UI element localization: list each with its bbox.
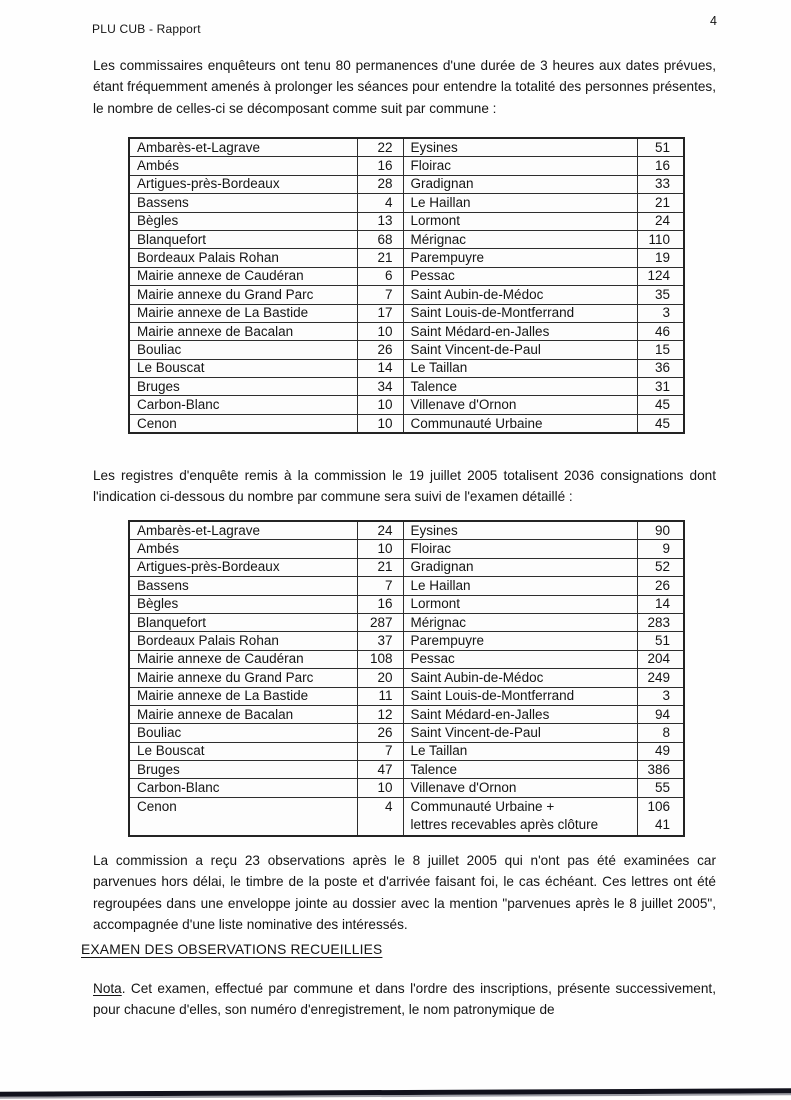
commune-count: 16 [357,157,403,175]
commune-name: Le Bouscat [129,359,357,377]
commune-count: 14 [637,595,684,613]
commune-count: 22 [357,138,403,157]
commune-count: 28 [357,175,403,193]
table-row [129,286,684,304]
commune-name: Parempuyre [403,249,637,267]
commune-name: Cenon [129,797,357,836]
commune-name: Talence [403,761,637,779]
table-row [129,194,684,212]
commune-name: Bordeaux Palais Rohan [129,632,357,650]
commune-name: Parempuyre [403,632,637,650]
commune-count: 386 [637,761,684,779]
commune-name-multiline [403,797,637,836]
commune-count: 10 [357,396,403,414]
commune-name: Lormont [403,595,637,613]
table-row [129,414,684,433]
commune-count: 10 [357,414,403,433]
commune-name: Blanquefort [129,230,357,248]
commune-count: 4 [357,194,403,212]
commune-name: Bègles [129,212,357,230]
commune-name: Saint Médard-en-Jalles [403,322,637,340]
commune-count: 7 [357,286,403,304]
commune-name: Bassens [129,194,357,212]
commune-count: 51 [637,138,684,157]
commune-count: 10 [357,322,403,340]
page-number: 4 [710,14,717,28]
commune-count: 283 [637,613,684,631]
commune-name: Mairie annexe de Caudéran [129,650,357,668]
commune-count: 16 [637,157,684,175]
commune-count: 16 [357,595,403,613]
commune-count: 14 [357,359,403,377]
table-row [129,779,684,797]
commune-name: Mérignac [403,613,637,631]
commune-name: Saint Aubin-de-Médoc [403,669,637,687]
commune-count: 68 [357,230,403,248]
commune-count: 3 [637,304,684,322]
commune-count: 35 [637,286,684,304]
table-row [129,669,684,687]
commune-name: Villenave d'Ornon [403,779,637,797]
commune-name: Saint Vincent-de-Paul [403,341,637,359]
commune-name: Artigues-près-Bordeaux [129,175,357,193]
commune-count: 12 [357,705,403,723]
table-row [129,175,684,193]
commune-count: 124 [637,267,684,285]
table-row [129,521,684,540]
commune-count: 108 [357,650,403,668]
commune-count: 19 [637,249,684,267]
commune-name: Bordeaux Palais Rohan [129,249,357,267]
nota-text: . Cet examen, effectué par commune et dans l'ordre des inscriptions, présente successivement, pour chacune d'elles, son numéro d'enregistrement, le nom patronymique de [93,981,716,1018]
commune-count: 45 [637,414,684,433]
commune-name: Saint Louis-de-Montferrand [403,304,637,322]
commune-count: 7 [357,742,403,760]
commune-name-line2: lettres recevables après clôture [410,817,599,833]
commune-count: 26 [357,341,403,359]
table-row [129,742,684,760]
commune-name: Carbon-Blanc [129,396,357,414]
table-row [129,396,684,414]
commune-count: 8 [637,724,684,742]
commune-name: Ambarès-et-Lagrave [129,138,357,157]
commune-name: Bouliac [129,341,357,359]
table-row [129,157,684,175]
commune-name: Bègles [129,595,357,613]
table-row [129,267,684,285]
commune-name: Ambés [129,540,357,558]
commune-name: Mairie annexe de Caudéran [129,267,357,285]
commune-count: 13 [357,212,403,230]
commune-count: 24 [357,521,403,540]
commune-name: Blanquefort [129,613,357,631]
commune-name: Le Bouscat [129,742,357,760]
commune-count: 9 [637,540,684,558]
table-row [129,595,684,613]
table-row [129,322,684,340]
commune-count: 21 [637,194,684,212]
commune-count: 21 [357,558,403,576]
commune-count: 47 [357,761,403,779]
commune-name: Bouliac [129,724,357,742]
table-permanences-par-commune [128,137,685,434]
commune-name: Saint Aubin-de-Médoc [403,286,637,304]
commune-count: 52 [637,558,684,576]
table-row [129,613,684,631]
commune-name: Mairie annexe de La Bastide [129,304,357,322]
table-row [129,632,684,650]
commune-count: 6 [357,267,403,285]
commune-name: Ambés [129,157,357,175]
commune-count: 49 [637,742,684,760]
commune-name: Saint Médard-en-Jalles [403,705,637,723]
commune-count: 10 [357,779,403,797]
commune-count: 249 [637,669,684,687]
commune-count: 17 [357,304,403,322]
table-row [129,558,684,576]
table-row-final [129,797,684,836]
commune-count-line1: 106 [647,798,670,814]
commune-count: 7 [357,577,403,595]
commune-name: Pessac [403,267,637,285]
commune-name: Artigues-près-Bordeaux [129,558,357,576]
commune-count: 46 [637,322,684,340]
commune-count: 10 [357,540,403,558]
commune-name: Gradignan [403,175,637,193]
commune-count: 90 [637,521,684,540]
commune-name: Saint Louis-de-Montferrand [403,687,637,705]
commune-name: Floirac [403,540,637,558]
commune-count: 36 [637,359,684,377]
commune-name: Le Taillan [403,742,637,760]
commune-count: 55 [637,779,684,797]
commune-name: Gradignan [403,558,637,576]
commune-count: 51 [637,632,684,650]
commune-name: Communauté Urbaine [403,414,637,433]
report-header-title: PLU CUB - Rapport [92,22,201,36]
table-row [129,724,684,742]
commune-count-line2: 41 [654,817,670,833]
table-row [129,540,684,558]
nota-label: Nota [93,981,122,996]
table-consignations-par-commune [128,520,685,837]
commune-name: Le Haillan [403,577,637,595]
table-row [129,650,684,668]
table-row [129,212,684,230]
commune-count: 34 [357,378,403,396]
commune-count: 204 [637,650,684,668]
table-row [129,359,684,377]
paragraph-observations-tardives: La commission a reçu 23 observations après le 8 juillet 2005 qui n'ont pas été examinées car parvenues hors délai, le timbre de la poste et d'arrivée faisant foi, le cas échéant. Ces lettres ont été regroupées dans une enveloppe jointe au dossier avec la mention "parvenues après le 8 juillet 2005", accompagnée d'une liste nominative des intéressés. [93,853,716,932]
commune-count: 31 [637,378,684,396]
table-row [129,341,684,359]
commune-name-line1: Communauté Urbaine + [410,798,555,814]
table-row [129,577,684,595]
commune-name: Mairie annexe de Bacalan [129,705,357,723]
commune-name: Mairie annexe de Bacalan [129,322,357,340]
table-row [129,230,684,248]
commune-name: Bassens [129,577,357,595]
table-row [129,761,684,779]
table-row [129,249,684,267]
table-row [129,705,684,723]
commune-count: 21 [357,249,403,267]
commune-name: Cenon [129,414,357,433]
paragraph-nota [93,978,716,1021]
commune-name: Le Haillan [403,194,637,212]
table-row [129,304,684,322]
table-row [129,378,684,396]
commune-name: Carbon-Blanc [129,779,357,797]
table-row [129,138,684,157]
commune-count: 26 [357,724,403,742]
commune-name: Mairie annexe de La Bastide [129,687,357,705]
paragraph-registres: Les registres d'enquête remis à la commission le 19 juillet 2005 totalisent 2036 consignations dont l'indication ci-dessous du nombre par commune sera suivi de l'examen détaillé : [93,468,716,505]
commune-count: 26 [637,577,684,595]
commune-name: Eysines [403,521,637,540]
commune-name: Mérignac [403,230,637,248]
commune-count: 3 [637,687,684,705]
commune-count: 110 [637,230,684,248]
commune-count: 4 [357,797,403,836]
commune-count: 33 [637,175,684,193]
table-row [129,687,684,705]
commune-name: Mairie annexe du Grand Parc [129,669,357,687]
commune-count: 37 [357,632,403,650]
commune-count: 287 [357,613,403,631]
commune-count: 94 [637,705,684,723]
commune-name: Bruges [129,378,357,396]
commune-count: 24 [637,212,684,230]
commune-count-multiline [637,797,684,836]
commune-name: Saint Vincent-de-Paul [403,724,637,742]
commune-name: Pessac [403,650,637,668]
commune-name: Floirac [403,157,637,175]
commune-name: Ambarès-et-Lagrave [129,521,357,540]
commune-name: Le Taillan [403,359,637,377]
commune-count: 45 [637,396,684,414]
commune-count: 20 [357,669,403,687]
commune-name: Villenave d'Ornon [403,396,637,414]
section-heading-examen: EXAMEN DES OBSERVATIONS RECUEILLIES [81,942,383,957]
commune-count: 11 [357,687,403,705]
commune-name: Bruges [129,761,357,779]
commune-name: Mairie annexe du Grand Parc [129,286,357,304]
paragraph-permanences: Les commissaires enquêteurs ont tenu 80 permanences d'une durée de 3 heures aux dates prévues, étant fréquemment amenés à prolonger les séances pour entendre la totalité des personnes présentes, le nombre de celles-ci se décomposant comme suit par commune : [93,58,716,116]
commune-name: Lormont [403,212,637,230]
commune-count: 15 [637,341,684,359]
commune-name: Eysines [403,138,637,157]
commune-name: Talence [403,378,637,396]
